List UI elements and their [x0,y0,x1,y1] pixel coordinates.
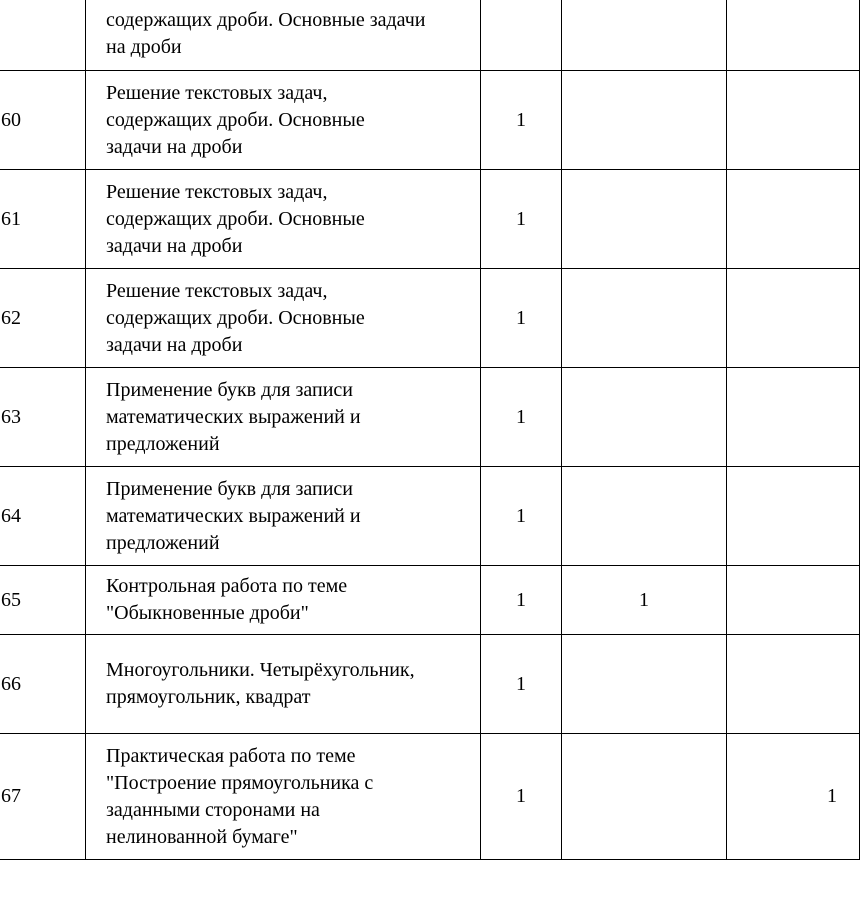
lesson-topic-text: Решение текстовых задач, содержащих дроби. Основные задачи на дроби [106,180,365,257]
lesson-topic-text: Решение текстовых задач, содержащих дроби. Основные задачи на дроби [106,279,365,356]
hours-control [562,0,727,71]
lesson-number: 62 [0,269,86,368]
hours-practical [727,368,860,467]
lesson-topic [86,71,481,170]
hours-control [562,635,727,734]
table-row [0,170,860,269]
table-row [0,566,860,635]
hours-control [562,368,727,467]
lesson-number: 60 [0,71,86,170]
lesson-topic [86,635,481,734]
lesson-number: 67 [0,734,86,860]
lesson-number: 61 [0,170,86,269]
lesson-topic-text: Контрольная работа по теме "Обыкновенные дроби" [106,575,348,624]
hours-total: 1 [481,269,562,368]
hours-total: 1 [481,170,562,269]
table-row [0,635,860,734]
hours-control [562,467,727,566]
table-row [0,467,860,566]
table-row [0,368,860,467]
lesson-number: 66 [0,635,86,734]
hours-practical [727,0,860,71]
lesson-topic [86,566,481,635]
hours-total: 1 [481,635,562,734]
lesson-number: 63 [0,368,86,467]
hours-total [481,0,562,71]
lesson-topic-text: Применение букв для записи математических выражений и предложений [106,477,361,554]
hours-practical [727,71,860,170]
hours-total: 1 [481,566,562,635]
hours-total: 1 [481,467,562,566]
hours-total: 1 [481,734,562,860]
lesson-topic [86,269,481,368]
lesson-number: 65 [0,566,86,635]
lesson-number [0,0,86,71]
table-row [0,269,860,368]
lesson-topic [86,368,481,467]
table-row [0,734,860,860]
hours-control [562,734,727,860]
hours-total: 1 [481,368,562,467]
table-row [0,0,860,71]
hours-practical: 1 [727,734,860,860]
lesson-topic [86,467,481,566]
hours-practical [727,566,860,635]
lesson-topic-text: содержащих дроби. Основные задачи на дроби [106,9,426,58]
lesson-topic [86,170,481,269]
hours-practical [727,269,860,368]
hours-practical [727,170,860,269]
lesson-topic-text: Применение букв для записи математических выражений и предложений [106,378,361,455]
lesson-topic [86,734,481,860]
lesson-topic-text: Решение текстовых задач, содержащих дроби. Основные задачи на дроби [106,81,365,158]
table-row [0,71,860,170]
hours-control [562,269,727,368]
hours-practical [727,467,860,566]
lesson-topic [86,0,481,71]
hours-control: 1 [562,566,727,635]
lesson-topic-text: Многоугольники. Четырёхугольник, прямоугольник, квадрат [106,659,415,708]
hours-total: 1 [481,71,562,170]
lesson-number: 64 [0,467,86,566]
lesson-topic-text: Практическая работа по теме "Построение прямоугольника с заданными сторонами на нелинованной бумаге" [106,744,374,848]
hours-practical [727,635,860,734]
hours-control [562,170,727,269]
hours-control [562,71,727,170]
